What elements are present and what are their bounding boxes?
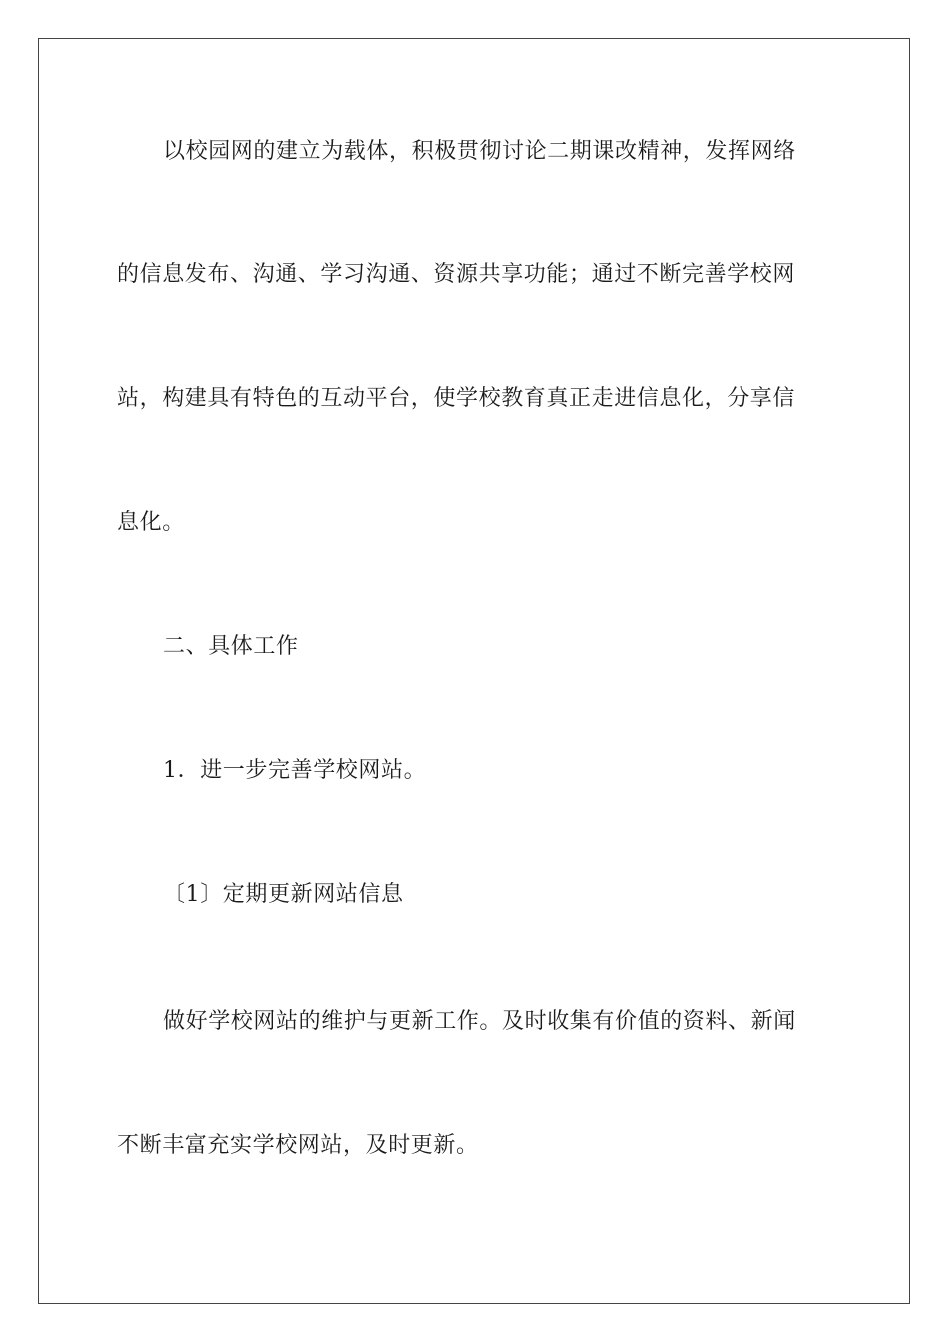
item-1: 1．进一步完善学校网站。 [163,758,427,783]
paragraph-1-line-3: 站，构建具有特色的互动平台，使学校教育真正走进信息化，分享信 [117,386,796,411]
paragraph-1-line-4: 息化。 [117,510,185,535]
section-heading: 二、具体工作 [163,634,299,659]
page-frame [38,38,910,1304]
paragraph-2-line-1: 做好学校网站的维护与更新工作。及时收集有价值的资料、新闻 [163,1009,796,1034]
subitem-1: 〔1〕定期更新网站信息 [163,882,404,907]
paragraph-2-line-2: 不断丰富充实学校网站，及时更新。 [117,1133,479,1158]
paragraph-1-line-2: 的信息发布、沟通、学习沟通、资源共享功能；通过不断完善学校网 [117,262,796,287]
paragraph-1-line-1: 以校园网的建立为载体，积极贯彻讨论二期课改精神，发挥网络 [163,139,796,164]
